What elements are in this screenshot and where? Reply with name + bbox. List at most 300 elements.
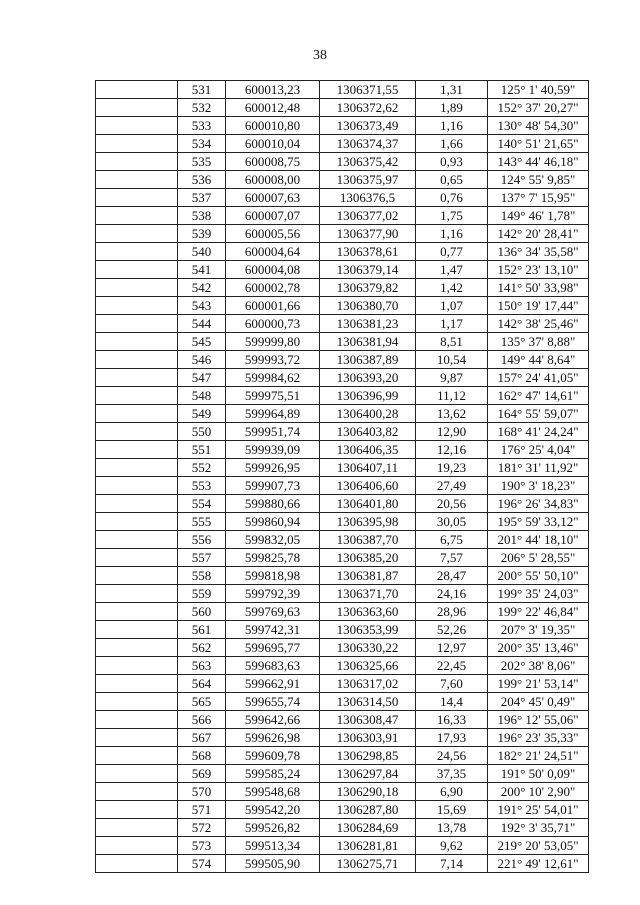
blank-cell — [96, 711, 178, 729]
distance-cell: 37,35 — [416, 765, 488, 783]
point-number-cell: 536 — [178, 171, 226, 189]
y-coordinate-cell: 1306387,89 — [320, 351, 416, 369]
point-number-cell: 569 — [178, 765, 226, 783]
bearing-cell: 136° 34' 35,58" — [488, 243, 589, 261]
bearing-cell: 152° 23' 13,10" — [488, 261, 589, 279]
x-coordinate-cell: 599939,09 — [226, 441, 320, 459]
table-row — [96, 693, 589, 711]
table-row — [96, 189, 589, 207]
table-row — [96, 459, 589, 477]
x-coordinate-cell: 600001,66 — [226, 297, 320, 315]
y-coordinate-cell: 1306395,98 — [320, 513, 416, 531]
table-row — [96, 603, 589, 621]
point-number-cell: 539 — [178, 225, 226, 243]
blank-cell — [96, 675, 178, 693]
blank-cell — [96, 99, 178, 117]
table-row — [96, 243, 589, 261]
x-coordinate-cell: 599526,82 — [226, 819, 320, 837]
x-coordinate-cell: 599695,77 — [226, 639, 320, 657]
x-coordinate-cell: 599993,72 — [226, 351, 320, 369]
x-coordinate-cell: 599655,74 — [226, 693, 320, 711]
blank-cell — [96, 189, 178, 207]
y-coordinate-cell: 1306378,61 — [320, 243, 416, 261]
distance-cell: 7,14 — [416, 855, 488, 873]
point-number-cell: 570 — [178, 783, 226, 801]
bearing-cell: 149° 46' 1,78" — [488, 207, 589, 225]
blank-cell — [96, 585, 178, 603]
blank-cell — [96, 243, 178, 261]
table-row — [96, 855, 589, 873]
blank-cell — [96, 81, 178, 99]
bearing-cell: 130° 48' 54,30" — [488, 117, 589, 135]
table-row — [96, 837, 589, 855]
x-coordinate-cell: 599683,63 — [226, 657, 320, 675]
table-row — [96, 279, 589, 297]
y-coordinate-cell: 1306298,85 — [320, 747, 416, 765]
point-number-cell: 564 — [178, 675, 226, 693]
table-row — [96, 531, 589, 549]
x-coordinate-cell: 599832,05 — [226, 531, 320, 549]
x-coordinate-cell: 599964,89 — [226, 405, 320, 423]
point-number-cell: 567 — [178, 729, 226, 747]
distance-cell: 17,93 — [416, 729, 488, 747]
point-number-cell: 561 — [178, 621, 226, 639]
blank-cell — [96, 351, 178, 369]
x-coordinate-cell: 599505,90 — [226, 855, 320, 873]
x-coordinate-cell: 599609,78 — [226, 747, 320, 765]
y-coordinate-cell: 1306373,49 — [320, 117, 416, 135]
table-row — [96, 549, 589, 567]
blank-cell — [96, 441, 178, 459]
table-row — [96, 801, 589, 819]
table-row — [96, 675, 589, 693]
y-coordinate-cell: 1306407,11 — [320, 459, 416, 477]
bearing-cell: 149° 44' 8,64" — [488, 351, 589, 369]
table-row — [96, 567, 589, 585]
y-coordinate-cell: 1306381,23 — [320, 315, 416, 333]
bearing-cell: 176° 25' 4,04" — [488, 441, 589, 459]
distance-cell: 11,12 — [416, 387, 488, 405]
blank-cell — [96, 315, 178, 333]
table-row — [96, 387, 589, 405]
bearing-cell: 157° 24' 41,05" — [488, 369, 589, 387]
blank-cell — [96, 819, 178, 837]
point-number-cell: 546 — [178, 351, 226, 369]
bearing-cell: 142° 38' 25,46" — [488, 315, 589, 333]
point-number-cell: 540 — [178, 243, 226, 261]
x-coordinate-cell: 599999,80 — [226, 333, 320, 351]
x-coordinate-cell: 599907,73 — [226, 477, 320, 495]
distance-cell: 28,47 — [416, 567, 488, 585]
point-number-cell: 553 — [178, 477, 226, 495]
table-row — [96, 225, 589, 243]
y-coordinate-cell: 1306330,22 — [320, 639, 416, 657]
blank-cell — [96, 495, 178, 513]
distance-cell: 22,45 — [416, 657, 488, 675]
distance-cell: 1,89 — [416, 99, 488, 117]
bearing-cell: 182° 21' 24,51" — [488, 747, 589, 765]
distance-cell: 1,31 — [416, 81, 488, 99]
distance-cell: 27,49 — [416, 477, 488, 495]
blank-cell — [96, 459, 178, 477]
point-number-cell: 535 — [178, 153, 226, 171]
point-number-cell: 550 — [178, 423, 226, 441]
bearing-cell: 137° 7' 15,95" — [488, 189, 589, 207]
x-coordinate-cell: 599662,91 — [226, 675, 320, 693]
bearing-cell: 190° 3' 18,23" — [488, 477, 589, 495]
x-coordinate-cell: 600004,08 — [226, 261, 320, 279]
x-coordinate-cell: 600010,04 — [226, 135, 320, 153]
blank-cell — [96, 387, 178, 405]
y-coordinate-cell: 1306287,80 — [320, 801, 416, 819]
y-coordinate-cell: 1306303,91 — [320, 729, 416, 747]
y-coordinate-cell: 1306379,14 — [320, 261, 416, 279]
table-row — [96, 477, 589, 495]
table-row — [96, 621, 589, 639]
point-number-cell: 543 — [178, 297, 226, 315]
table-row — [96, 171, 589, 189]
bearing-cell: 202° 38' 8,06" — [488, 657, 589, 675]
bearing-cell: 141° 50' 33,98" — [488, 279, 589, 297]
table-row — [96, 117, 589, 135]
bearing-cell: 200° 10' 2,90" — [488, 783, 589, 801]
blank-cell — [96, 261, 178, 279]
distance-cell: 0,77 — [416, 243, 488, 261]
distance-cell: 1,17 — [416, 315, 488, 333]
point-number-cell: 533 — [178, 117, 226, 135]
y-coordinate-cell: 1306275,71 — [320, 855, 416, 873]
distance-cell: 12,97 — [416, 639, 488, 657]
distance-cell: 7,60 — [416, 675, 488, 693]
y-coordinate-cell: 1306385,20 — [320, 549, 416, 567]
blank-cell — [96, 549, 178, 567]
blank-cell — [96, 153, 178, 171]
point-number-cell: 560 — [178, 603, 226, 621]
distance-cell: 12,16 — [416, 441, 488, 459]
x-coordinate-cell: 599984,62 — [226, 369, 320, 387]
y-coordinate-cell: 1306371,55 — [320, 81, 416, 99]
table-row — [96, 135, 589, 153]
point-number-cell: 565 — [178, 693, 226, 711]
blank-cell — [96, 423, 178, 441]
point-number-cell: 544 — [178, 315, 226, 333]
y-coordinate-cell: 1306314,50 — [320, 693, 416, 711]
distance-cell: 14,4 — [416, 693, 488, 711]
bearing-cell: 142° 20' 28,41" — [488, 225, 589, 243]
bearing-cell: 200° 55' 50,10" — [488, 567, 589, 585]
point-number-cell: 551 — [178, 441, 226, 459]
coordinates-table — [95, 80, 589, 873]
point-number-cell: 537 — [178, 189, 226, 207]
blank-cell — [96, 225, 178, 243]
blank-cell — [96, 855, 178, 873]
point-number-cell: 568 — [178, 747, 226, 765]
x-coordinate-cell: 599880,66 — [226, 495, 320, 513]
blank-cell — [96, 639, 178, 657]
bearing-cell: 196° 26' 34,83" — [488, 495, 589, 513]
y-coordinate-cell: 1306396,99 — [320, 387, 416, 405]
distance-cell: 15,69 — [416, 801, 488, 819]
blank-cell — [96, 657, 178, 675]
blank-cell — [96, 279, 178, 297]
point-number-cell: 541 — [178, 261, 226, 279]
x-coordinate-cell: 600007,07 — [226, 207, 320, 225]
table-row — [96, 297, 589, 315]
point-number-cell: 538 — [178, 207, 226, 225]
x-coordinate-cell: 599548,68 — [226, 783, 320, 801]
blank-cell — [96, 765, 178, 783]
distance-cell: 1,16 — [416, 117, 488, 135]
x-coordinate-cell: 599818,98 — [226, 567, 320, 585]
table-row — [96, 639, 589, 657]
y-coordinate-cell: 1306377,02 — [320, 207, 416, 225]
distance-cell: 7,57 — [416, 549, 488, 567]
distance-cell: 1,47 — [416, 261, 488, 279]
distance-cell: 0,76 — [416, 189, 488, 207]
y-coordinate-cell: 1306381,87 — [320, 567, 416, 585]
y-coordinate-cell: 1306325,66 — [320, 657, 416, 675]
x-coordinate-cell: 599792,39 — [226, 585, 320, 603]
point-number-cell: 562 — [178, 639, 226, 657]
bearing-cell: 196° 23' 35,33" — [488, 729, 589, 747]
x-coordinate-cell: 599585,24 — [226, 765, 320, 783]
point-number-cell: 552 — [178, 459, 226, 477]
distance-cell: 10,54 — [416, 351, 488, 369]
distance-cell: 52,26 — [416, 621, 488, 639]
bearing-cell: 168° 41' 24,24" — [488, 423, 589, 441]
y-coordinate-cell: 1306281,81 — [320, 837, 416, 855]
table-row — [96, 585, 589, 603]
x-coordinate-cell: 599860,94 — [226, 513, 320, 531]
table-row — [96, 711, 589, 729]
table-row — [96, 657, 589, 675]
point-number-cell: 547 — [178, 369, 226, 387]
point-number-cell: 548 — [178, 387, 226, 405]
y-coordinate-cell: 1306363,60 — [320, 603, 416, 621]
y-coordinate-cell: 1306380,70 — [320, 297, 416, 315]
blank-cell — [96, 693, 178, 711]
x-coordinate-cell: 599742,31 — [226, 621, 320, 639]
y-coordinate-cell: 1306401,80 — [320, 495, 416, 513]
table-row — [96, 747, 589, 765]
distance-cell: 19,23 — [416, 459, 488, 477]
point-number-cell: 545 — [178, 333, 226, 351]
y-coordinate-cell: 1306372,62 — [320, 99, 416, 117]
blank-cell — [96, 369, 178, 387]
bearing-cell: 162° 47' 14,61" — [488, 387, 589, 405]
blank-cell — [96, 477, 178, 495]
table-row — [96, 441, 589, 459]
bearing-cell: 199° 35' 24,03" — [488, 585, 589, 603]
point-number-cell: 557 — [178, 549, 226, 567]
bearing-cell: 140° 51' 21,65" — [488, 135, 589, 153]
y-coordinate-cell: 1306376,5 — [320, 189, 416, 207]
bearing-cell: 201° 44' 18,10" — [488, 531, 589, 549]
y-coordinate-cell: 1306371,70 — [320, 585, 416, 603]
table-row — [96, 207, 589, 225]
y-coordinate-cell: 1306406,35 — [320, 441, 416, 459]
x-coordinate-cell: 599542,20 — [226, 801, 320, 819]
page-number: 38 — [313, 48, 327, 63]
distance-cell: 8,51 — [416, 333, 488, 351]
bearing-cell: 124° 55' 9,85" — [488, 171, 589, 189]
x-coordinate-cell: 599951,74 — [226, 423, 320, 441]
blank-cell — [96, 405, 178, 423]
x-coordinate-cell: 599513,34 — [226, 837, 320, 855]
x-coordinate-cell: 600002,78 — [226, 279, 320, 297]
distance-cell: 24,16 — [416, 585, 488, 603]
blank-cell — [96, 207, 178, 225]
distance-cell: 28,96 — [416, 603, 488, 621]
distance-cell: 13,78 — [416, 819, 488, 837]
y-coordinate-cell: 1306375,42 — [320, 153, 416, 171]
point-number-cell: 556 — [178, 531, 226, 549]
bearing-cell: 164° 55' 59,07" — [488, 405, 589, 423]
bearing-cell: 199° 22' 46,84" — [488, 603, 589, 621]
distance-cell: 20,56 — [416, 495, 488, 513]
x-coordinate-cell: 599825,78 — [226, 549, 320, 567]
y-coordinate-cell: 1306353,99 — [320, 621, 416, 639]
x-coordinate-cell: 600013,23 — [226, 81, 320, 99]
x-coordinate-cell: 600008,00 — [226, 171, 320, 189]
blank-cell — [96, 801, 178, 819]
y-coordinate-cell: 1306400,28 — [320, 405, 416, 423]
blank-cell — [96, 135, 178, 153]
bearing-cell: 200° 35' 13,46" — [488, 639, 589, 657]
blank-cell — [96, 783, 178, 801]
blank-cell — [96, 333, 178, 351]
point-number-cell: 563 — [178, 657, 226, 675]
table-row — [96, 513, 589, 531]
blank-cell — [96, 837, 178, 855]
y-coordinate-cell: 1306374,37 — [320, 135, 416, 153]
distance-cell: 16,33 — [416, 711, 488, 729]
blank-cell — [96, 621, 178, 639]
table-row — [96, 405, 589, 423]
x-coordinate-cell: 600008,75 — [226, 153, 320, 171]
bearing-cell: 196° 12' 55,06" — [488, 711, 589, 729]
y-coordinate-cell: 1306297,84 — [320, 765, 416, 783]
bearing-cell: 191° 25' 54,01" — [488, 801, 589, 819]
bearing-cell: 125° 1' 40,59" — [488, 81, 589, 99]
table-row — [96, 369, 589, 387]
table-row — [96, 351, 589, 369]
blank-cell — [96, 171, 178, 189]
point-number-cell: 559 — [178, 585, 226, 603]
y-coordinate-cell: 1306379,82 — [320, 279, 416, 297]
table-row — [96, 81, 589, 99]
table-row — [96, 423, 589, 441]
point-number-cell: 574 — [178, 855, 226, 873]
y-coordinate-cell: 1306290,18 — [320, 783, 416, 801]
bearing-cell: 135° 37' 8,88" — [488, 333, 589, 351]
y-coordinate-cell: 1306284,69 — [320, 819, 416, 837]
point-number-cell: 566 — [178, 711, 226, 729]
point-number-cell: 542 — [178, 279, 226, 297]
distance-cell: 1,75 — [416, 207, 488, 225]
y-coordinate-cell: 1306375,97 — [320, 171, 416, 189]
blank-cell — [96, 747, 178, 765]
bearing-cell: 207° 3' 19,35" — [488, 621, 589, 639]
x-coordinate-cell: 599626,98 — [226, 729, 320, 747]
point-number-cell: 572 — [178, 819, 226, 837]
y-coordinate-cell: 1306387,70 — [320, 531, 416, 549]
distance-cell: 9,87 — [416, 369, 488, 387]
table-row — [96, 153, 589, 171]
x-coordinate-cell: 600000,73 — [226, 315, 320, 333]
distance-cell: 1,42 — [416, 279, 488, 297]
x-coordinate-cell: 599975,51 — [226, 387, 320, 405]
y-coordinate-cell: 1306381,94 — [320, 333, 416, 351]
distance-cell: 24,56 — [416, 747, 488, 765]
bearing-cell: 195° 59' 33,12" — [488, 513, 589, 531]
bearing-cell: 150° 19' 17,44" — [488, 297, 589, 315]
x-coordinate-cell: 599926,95 — [226, 459, 320, 477]
point-number-cell: 532 — [178, 99, 226, 117]
coordinates-table-body — [96, 81, 589, 873]
distance-cell: 1,07 — [416, 297, 488, 315]
point-number-cell: 573 — [178, 837, 226, 855]
point-number-cell: 554 — [178, 495, 226, 513]
x-coordinate-cell: 599769,63 — [226, 603, 320, 621]
y-coordinate-cell: 1306317,02 — [320, 675, 416, 693]
y-coordinate-cell: 1306393,20 — [320, 369, 416, 387]
bearing-cell: 192° 3' 35,71" — [488, 819, 589, 837]
distance-cell: 9,62 — [416, 837, 488, 855]
point-number-cell: 558 — [178, 567, 226, 585]
bearing-cell: 152° 37' 20,27" — [488, 99, 589, 117]
table-row — [96, 729, 589, 747]
x-coordinate-cell: 600004,64 — [226, 243, 320, 261]
table-row — [96, 765, 589, 783]
table-row — [96, 315, 589, 333]
y-coordinate-cell: 1306377,90 — [320, 225, 416, 243]
point-number-cell: 531 — [178, 81, 226, 99]
blank-cell — [96, 729, 178, 747]
bearing-cell: 191° 50' 0,09" — [488, 765, 589, 783]
y-coordinate-cell: 1306308,47 — [320, 711, 416, 729]
table-row — [96, 333, 589, 351]
distance-cell: 1,66 — [416, 135, 488, 153]
y-coordinate-cell: 1306403,82 — [320, 423, 416, 441]
bearing-cell: 181° 31' 11,92" — [488, 459, 589, 477]
y-coordinate-cell: 1306406,60 — [320, 477, 416, 495]
point-number-cell: 549 — [178, 405, 226, 423]
blank-cell — [96, 567, 178, 585]
bearing-cell: 206° 5' 28,55" — [488, 549, 589, 567]
table-row — [96, 261, 589, 279]
point-number-cell: 571 — [178, 801, 226, 819]
bearing-cell: 199° 21' 53,14" — [488, 675, 589, 693]
bearing-cell: 143° 44' 46,18" — [488, 153, 589, 171]
bearing-cell: 221° 49' 12,61" — [488, 855, 589, 873]
blank-cell — [96, 603, 178, 621]
bearing-cell: 204° 45' 0,49" — [488, 693, 589, 711]
table-row — [96, 783, 589, 801]
blank-cell — [96, 531, 178, 549]
blank-cell — [96, 297, 178, 315]
table-row — [96, 819, 589, 837]
distance-cell: 0,65 — [416, 171, 488, 189]
blank-cell — [96, 117, 178, 135]
distance-cell: 12,90 — [416, 423, 488, 441]
x-coordinate-cell: 600010,80 — [226, 117, 320, 135]
x-coordinate-cell: 600007,63 — [226, 189, 320, 207]
x-coordinate-cell: 600005,56 — [226, 225, 320, 243]
point-number-cell: 555 — [178, 513, 226, 531]
distance-cell: 1,16 — [416, 225, 488, 243]
distance-cell: 30,05 — [416, 513, 488, 531]
